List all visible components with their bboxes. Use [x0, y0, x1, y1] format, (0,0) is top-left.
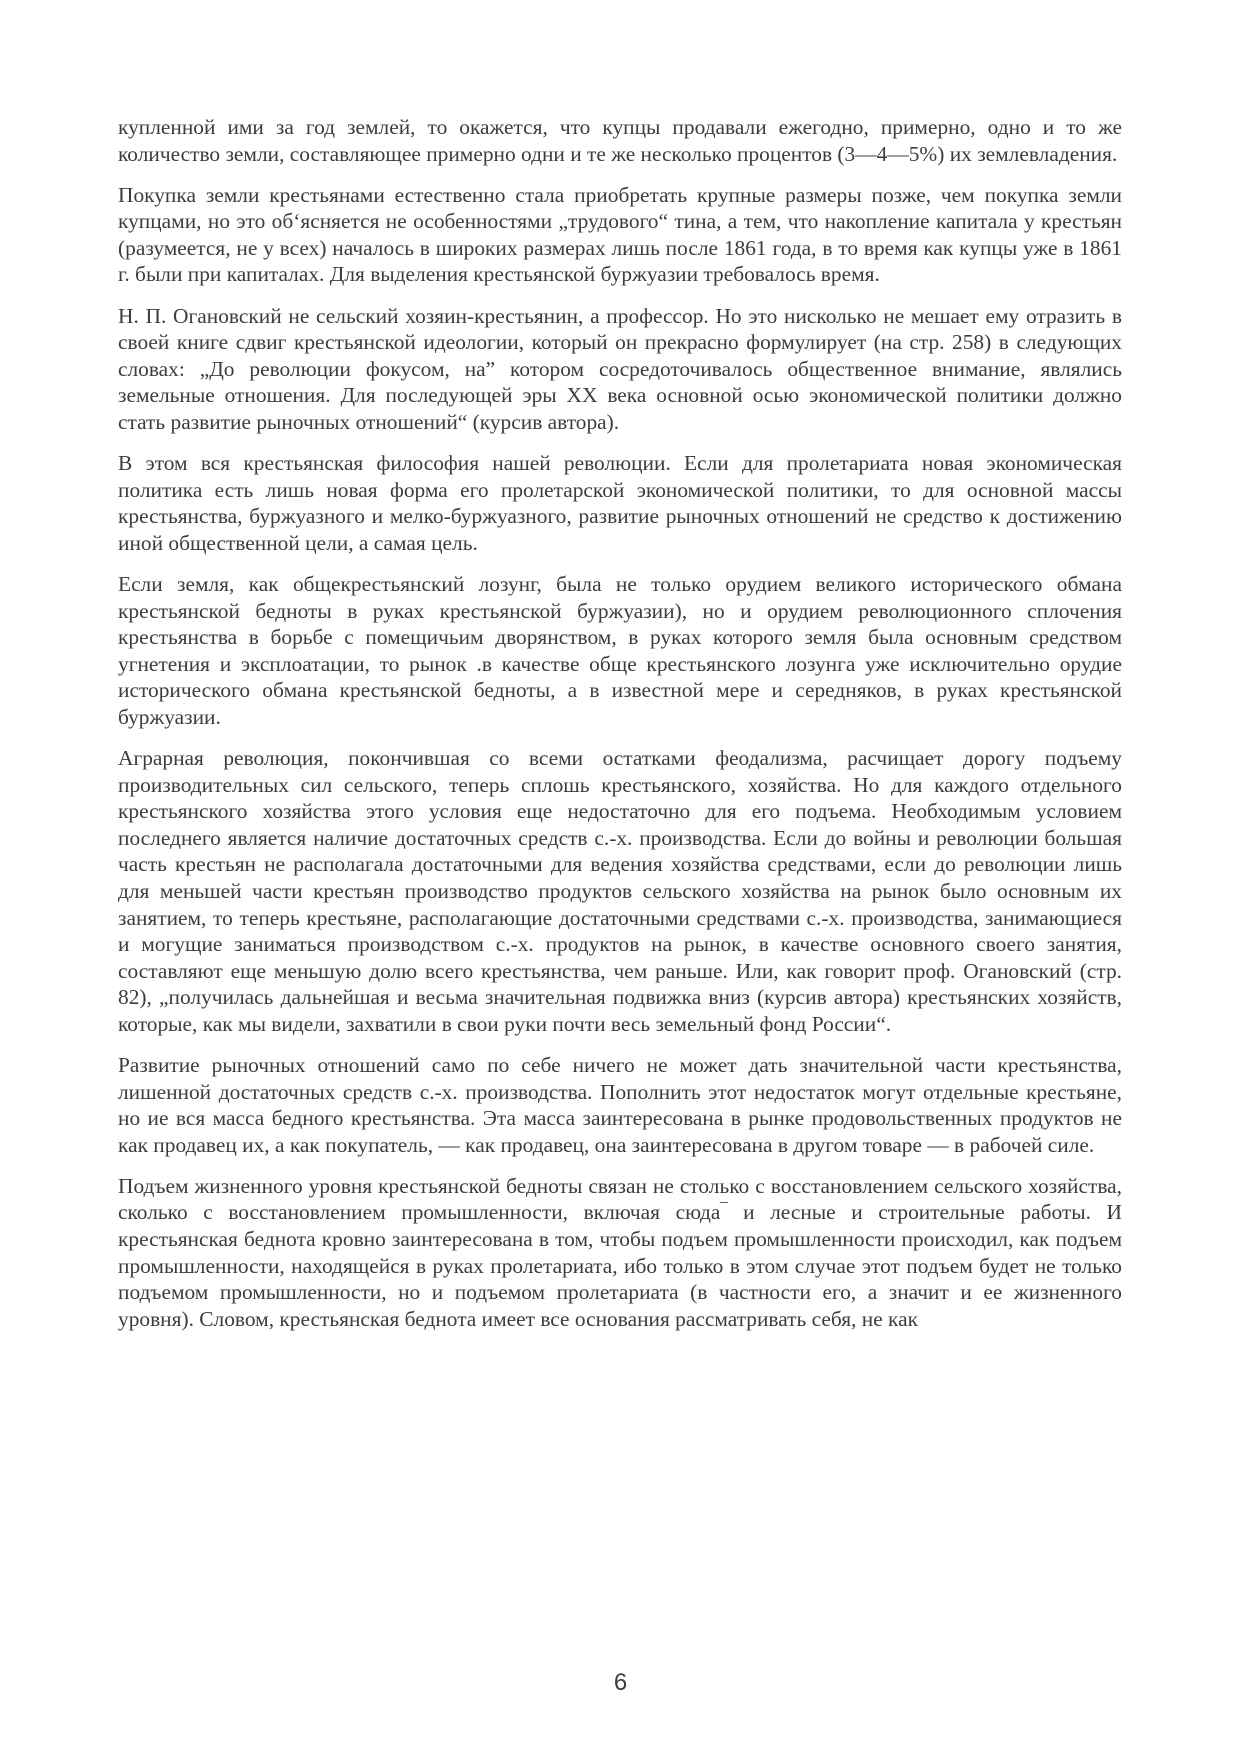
paragraph-6: Аграрная революция, покончившая со всеми остатками феодализма, расчищает дорогу подъему производительных сил сельского, теперь сплошь крестьянского, хозяйства. Но для каждого отдельного крестьянского хозяйства этого условия еще недостаточно для его подъема. Необходимым условием последнего является наличие достаточных средств с.-х. производства. Если до войны и революции большая часть крестьян не располагала достаточными для ведения хозяйства средствами, если до революции лишь для меньшей части крестьян производство продуктов сельского хозяйства на рынок было основным их занятием, то теперь крестьяне, располагающие достаточными средствами с.-х. производства, занимающиеся и могущие заниматься производством с.-х. продуктов на рынок, в качестве основного своего занятия, составляют еще меньшую долю всего крестьянства, чем раньше. Или, как говорит проф. Огановский (стр. 82), „получилась дальнейшая и весьма значительная подвижка вниз (курсив автора) крестьянских хозяйств, которые, как мы видели, захватили в свои руки почти весь земельный фонд России“. [118, 745, 1122, 1036]
paragraph-8: Подъем жизненного уровня крестьянской бедноты связан не столько с восстановлением сельского хозяйства, сколько с восстановлением промышленности, включая сюда‾ и лесные и строительные работы. И крестьянская беднота кровно заинтересована в том, чтобы подъем промышленности происходил, как подъем промышленности, находящейся в руках пролетариата, ибо только в этом случае этот подъем будет не только подъемом промышленности, но и подъемом пролетариата (в частности его, а значит и ее жизненного уровня). Словом, крестьянская беднота имеет все основания рассматривать себя, не как [118, 1173, 1122, 1331]
paragraph-1: купленной ими за год землей, то окажется, что купцы продавали ежегодно, примерно, одно и то же количество земли, составляющее примерно одни и те же несколько процентов (3—4—5%) их землевладения. [118, 115, 1122, 166]
paragraph-4: В этом вся крестьянская философия нашей революции. Если для пролетариата новая экономическая политика есть лишь новая форма его пролетарской экономической политики, то для основной массы крестьянства, буржуазного и мелко-буржуазного, развитие рыночных отношений не средство к достижению иной общественной цели, а самая цель. [118, 451, 1122, 555]
paragraph-5: Если земля, как общекрестьянский лозунг, была не только орудием великого исторического обмана крестьянской бедноты в руках крестьянской буржуазии), но и орудием революционного сплочения крестьянства в борьбе с помещичьим дворянством, в руках которого земля была основным средством угнетения и эксплоатации, то рынок .в качестве обще крестьянского лозунга уже исключительно орудие исторического обмана крестьянской бедноты, а в известной мере и середняков, в руках крестьянской буржуазии. [118, 571, 1122, 729]
paragraph-2: Покупка земли крестьянами естественно стала приобретать крупные размеры позже, чем покупка земли купцами, но это об‘ясняется не особенностями „трудового“ тина, а тем, что накопление капитала у крестьян (разумеется, не у всех) началось в широких размерах лишь после 1861 года, в то время как купцы уже в 1861 г. были при капиталах. Для выделения крестьянской буржуазии требовалось время. [118, 182, 1122, 287]
body-text [118, 114, 1122, 1347]
paragraph-7: Развитие рыночных отношений само по себе ничего не может дать значительной части крестьянства, лишенной достаточных средств с.-х. производства. Пополнить этот недостаток могут отдельные крестьяне, но ие вся масса бедного крестьянства. Эта масса заинтересована в рынке продовольственных продуктов не как продавец их, а как покупатель, — как продавец, она заинтересована в другом товаре — в рабочей силе. [118, 1053, 1122, 1157]
paragraph-3: Н. П. Огановский не сельский хозяин-крестьянин, а профессор. Но это нисколько не мешает ему отразить в своей книге сдвиг крестьянской идеологии, который он прекрасно формулирует (на стр. 258) в следующих словах: „До революции фокусом, на” котором сосредоточивалось общественное внимание, являлись земельные отношения. Для последующей эры XX века основной осью экономической политики должно стать развитие рыночных отношений“ (курсив автора). [118, 303, 1122, 434]
page-number: 6 [613, 1669, 628, 1696]
